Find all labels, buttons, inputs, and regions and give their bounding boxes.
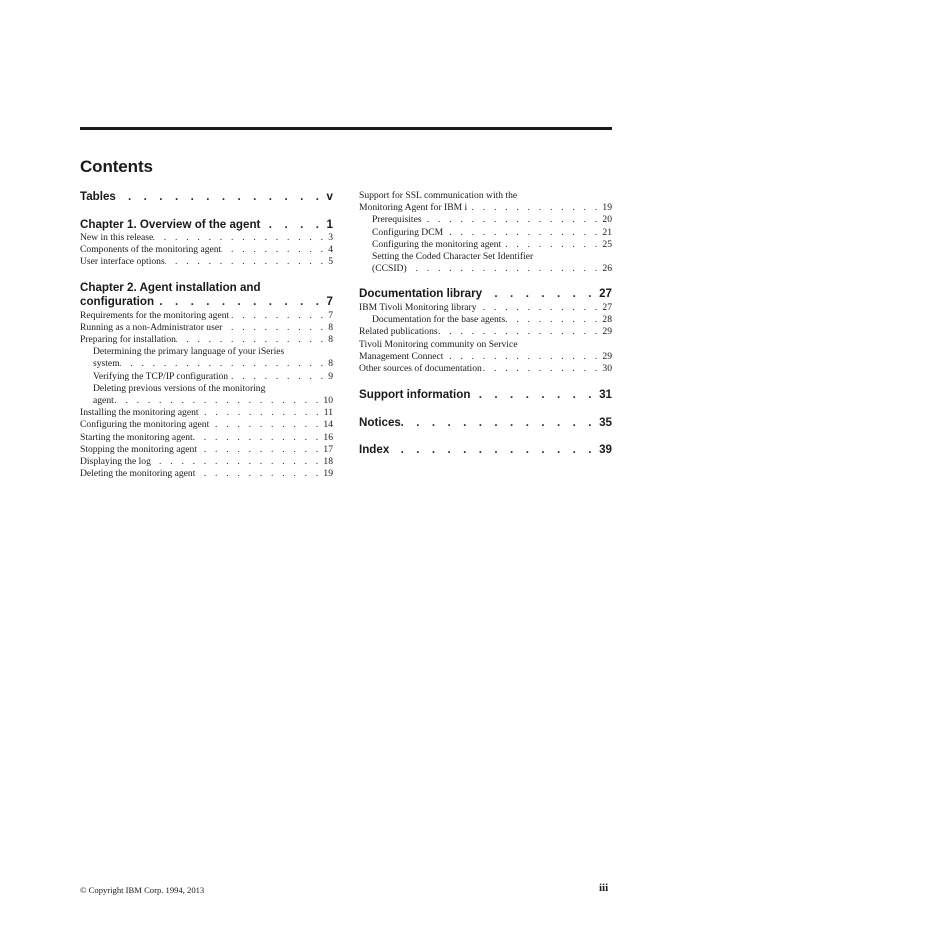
toc-entry-preparing[interactable]: Preparing for installation . . . 8 [80, 334, 333, 346]
toc-entry-base-agents[interactable]: Documentation for the base agents . . . 28 [359, 314, 612, 326]
toc-entry-ssl-line1[interactable]: Support for SSL communication with the [359, 190, 518, 201]
toc-entry-new-in-release[interactable]: New in this release . . . 3 [80, 232, 333, 244]
toc-entry-deleting-previous[interactable]: agent . . . 10 [80, 395, 333, 407]
toc-entry-installing[interactable]: Installing the monitoring agent . . . 11 [80, 407, 333, 419]
toc-entry-tivoli-library[interactable]: IBM Tivoli Monitoring library . . . 27 [359, 302, 612, 314]
page-title: Contents [80, 157, 153, 176]
toc-entry-documentation-library[interactable]: Documentation library . . . 27 [359, 287, 612, 302]
toc-entry-ccsid-line1[interactable]: Setting the Coded Character Set Identifier [372, 251, 534, 263]
toc-chapter-2-title-line1[interactable]: Chapter 2. Agent installation and [80, 280, 261, 294]
toc-entry-index[interactable]: Index . . . 39 [359, 443, 612, 458]
toc-entry-dcm[interactable]: Configuring DCM . . . 21 [359, 227, 612, 239]
toc-right-column [359, 190, 612, 458]
toc-entry-requirements[interactable]: Requirements for the monitoring agent . . . 7 [80, 310, 333, 322]
toc-entry-stopping[interactable]: Stopping the monitoring agent . . . 17 [80, 444, 333, 456]
toc-entry-log[interactable]: Displaying the log . . . 18 [80, 456, 333, 468]
toc-entry-components[interactable]: Components of the monitoring agent . . . 4 [80, 244, 333, 256]
toc-entry-configuring-agent[interactable]: Configuring the monitoring agent . . . 25 [359, 239, 612, 251]
toc-entry-ccsid[interactable]: (CCSID) . . . 26 [359, 263, 612, 275]
toc-entry-related-publications[interactable]: Related publications . . . 29 [359, 326, 612, 338]
toc-entry-community-line1[interactable]: Tivoli Monitoring community on Service [359, 338, 518, 350]
toc-entry-language-line1[interactable]: Determining the primary language of your iSeries [93, 346, 285, 358]
toc-entry-language[interactable]: system . . . 8 [80, 358, 333, 370]
toc-entry-chapter-1[interactable]: Chapter 1. Overview of the agent . . . 1 [80, 218, 333, 233]
toc-entry-notices[interactable]: Notices . . . 35 [359, 416, 612, 431]
toc-entry-ssl[interactable]: Monitoring Agent for IBM i . . . 19 [359, 202, 612, 214]
toc-entry-other-sources[interactable]: Other sources of documentation . . . 30 [359, 363, 612, 375]
top-rule [80, 127, 612, 130]
toc-entry-tables[interactable]: Tables . . . v [80, 190, 333, 205]
toc-entry-chapter-2[interactable]: configuration . . . 7 [80, 295, 333, 310]
toc-entry-deleting[interactable]: Deleting the monitoring agent . . . 19 [80, 468, 333, 480]
toc-entry-non-admin[interactable]: Running as a non-Administrator user . . . 8 [80, 322, 333, 334]
toc-entry-ui-options[interactable]: User interface options . . . 5 [80, 256, 333, 268]
toc-entry-starting[interactable]: Starting the monitoring agent . . . 16 [80, 432, 333, 444]
leader-dots [260, 218, 323, 233]
toc-entry-tcpip[interactable]: Verifying the TCP/IP configuration . . . 9 [80, 371, 333, 383]
page-number: iii [599, 882, 609, 894]
toc-entry-deleting-previous-line1[interactable]: Deleting previous versions of the monitoring [93, 382, 266, 394]
toc-left-column [80, 190, 333, 480]
toc-entry-community[interactable]: Management Connect . . . 29 [359, 351, 612, 363]
copyright-notice: © Copyright IBM Corp. 1994, 2013 [80, 885, 205, 895]
toc-entry-configuring[interactable]: Configuring the monitoring agent . . . 14 [80, 419, 333, 431]
leader-dots [116, 190, 324, 205]
toc-entry-prerequisites[interactable]: Prerequisites . . . 20 [359, 214, 612, 226]
toc-entry-support[interactable]: Support information . . . 31 [359, 388, 612, 403]
